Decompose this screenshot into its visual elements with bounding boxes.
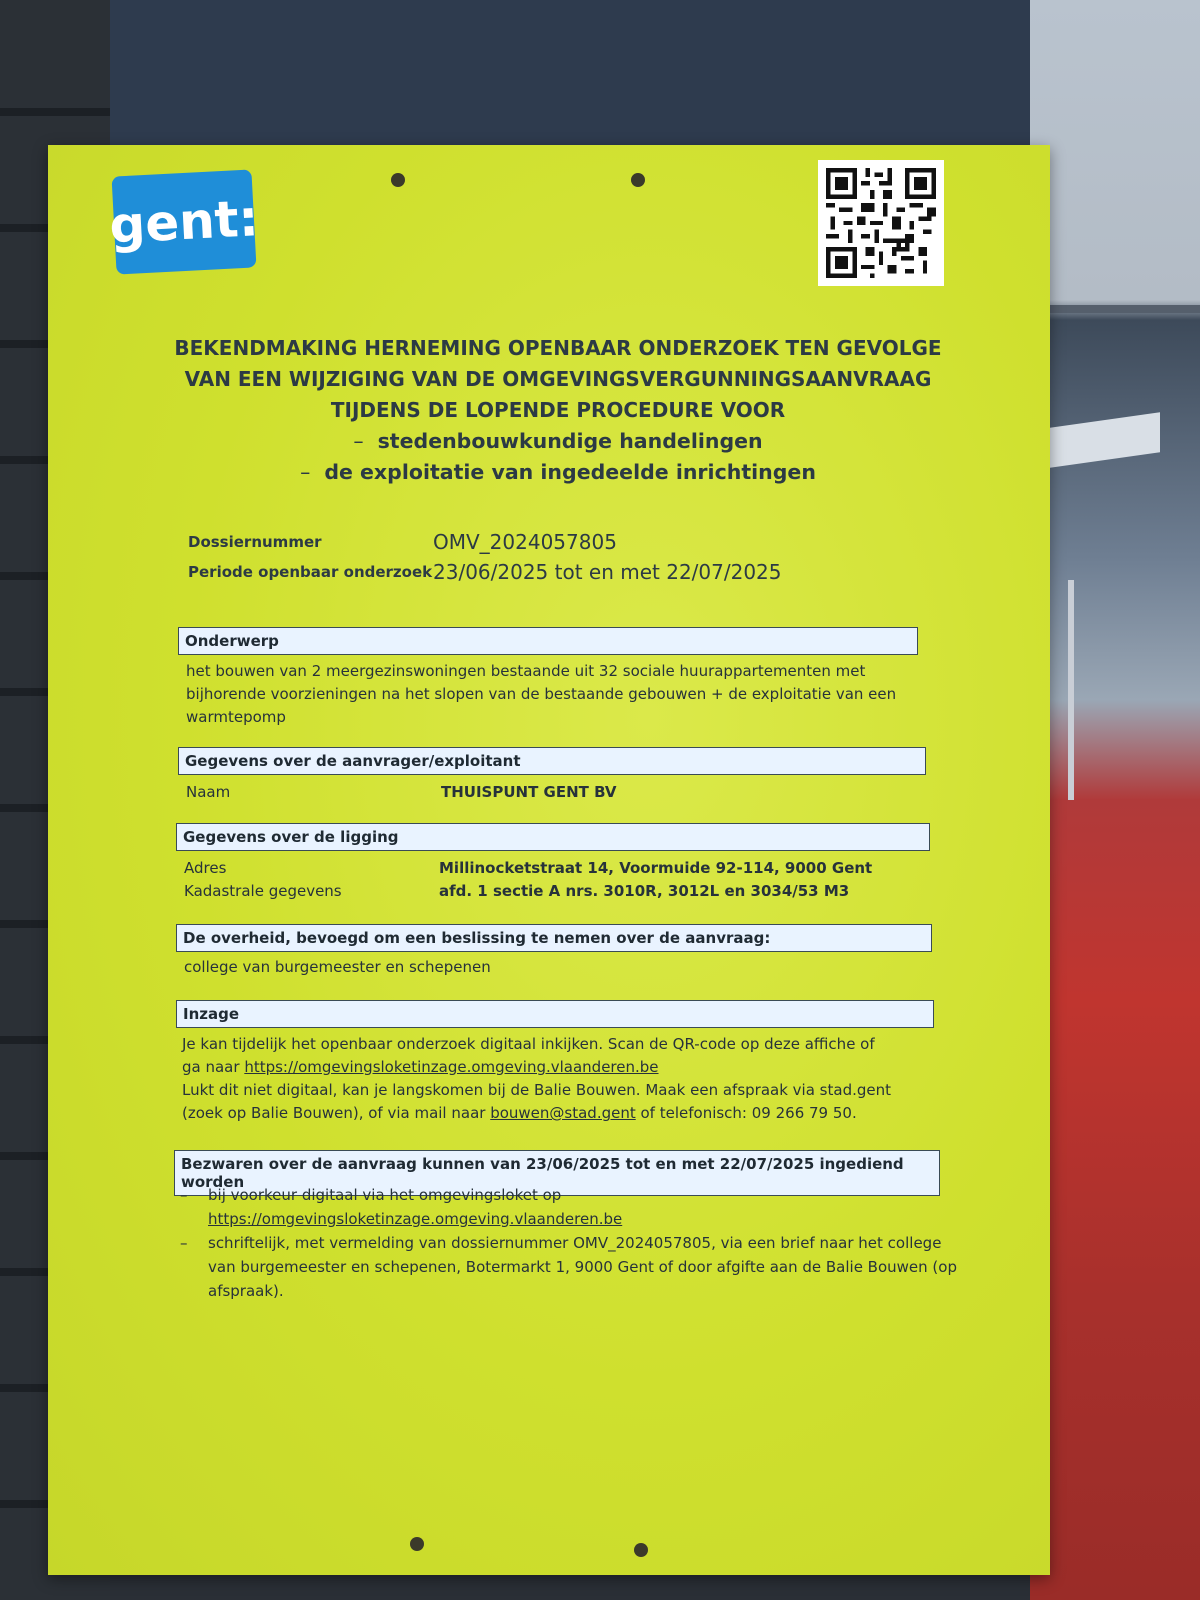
screw-hole bbox=[410, 1537, 424, 1551]
inzage-text: Je kan tijdelijk het openbaar onderzoek digitaal inkijken. Scan de QR-code op deze affiche of ga naar https://omgevingsloketinzage.omgeving.vlaanderen.be Lukt dit niet digitaal, kan je langskomen bij de Balie Bouwen. Maak een afspraak via stad.gent (zoek op Balie Bouwen), of via mail naar bouwen@stad.gent of telefonisch: 09 266 79 50. bbox=[182, 1035, 891, 1122]
screw-hole bbox=[631, 173, 645, 187]
screw-hole bbox=[634, 1543, 648, 1557]
screw-hole bbox=[391, 173, 405, 187]
dossier-value: OMV_2024057805 bbox=[433, 530, 617, 554]
title-item: – de exploitatie van ingedeelde inrichtingen bbox=[300, 460, 816, 484]
notice-poster bbox=[48, 145, 1050, 1575]
window-frame bbox=[1030, 305, 1200, 313]
bezwaren-heading: Bezwaren over de aanvraag kunnen van 23/06/2025 tot en met 22/07/2025 ingediend worden bbox=[174, 1150, 940, 1196]
onderwerp-text: het bouwen van 2 meergezinswoningen bestaande uit 32 sociale huurappartementen met bijhorende voorzieningen na het slopen van de bestaande gebouwen + de exploitatie van een warmtepomp bbox=[186, 662, 897, 726]
period-label: Periode openbaar onderzoek bbox=[188, 563, 433, 581]
shop-window bbox=[1030, 0, 1200, 1600]
dossier-label: Dossiernummer bbox=[188, 533, 322, 551]
title-line: VAN EEN WIJZIGING VAN DE OMGEVINGSVERGUNNINGSAANVRAAG bbox=[184, 367, 932, 391]
title-line: BEKENDMAKING HERNEMING OPENBAAR ONDERZOEK TEN GEVOLGE bbox=[174, 336, 942, 360]
cadastral-row: Kadastrale gegevens afd. 1 sectie A nrs. 3010R, 3012L en 3034/53 M3 bbox=[184, 882, 850, 900]
onderwerp-heading: Onderwerp bbox=[178, 627, 918, 655]
email-link[interactable]: bouwen@stad.gent bbox=[490, 1104, 636, 1122]
inzage-link[interactable]: https://omgevingsloketinzage.omgeving.vlaanderen.be bbox=[244, 1058, 659, 1076]
aanvrager-row: Naam THUISPUNT GENT BV bbox=[186, 783, 617, 801]
aanvrager-heading: Gegevens over de aanvrager/exploitant bbox=[178, 747, 926, 775]
overheid-text: college van burgemeester en schepenen bbox=[184, 958, 491, 976]
overheid-heading: De overheid, bevoegd om een beslissing te nemen over de aanvraag: bbox=[176, 924, 932, 952]
ligging-heading: Gegevens over de ligging bbox=[176, 823, 930, 851]
ceiling-light bbox=[1050, 412, 1160, 467]
bezwaren-link[interactable]: https://omgevingsloketinzage.omgeving.vlaanderen.be bbox=[208, 1210, 623, 1228]
street-pole bbox=[1068, 580, 1074, 800]
qr-code-icon[interactable] bbox=[818, 160, 944, 286]
inzage-heading: Inzage bbox=[176, 1000, 934, 1028]
dossier-meta bbox=[188, 527, 782, 587]
gent-logo: gent: bbox=[112, 169, 257, 274]
address-row: Adres Millinocketstraat 14, Voormuide 92-114, 9000 Gent bbox=[184, 859, 873, 877]
notice-title bbox=[168, 333, 948, 488]
title-line: TIJDENS DE LOPENDE PROCEDURE VOOR bbox=[330, 398, 786, 422]
list-item: – schriftelijk, met vermelding van dossiernummer OMV_2024057805, via een brief naar het college van burgemeester en schepenen, Botermarkt 1, 9000 Gent of door afgifte aan de Balie Bouwen (op afspraak). bbox=[180, 1234, 957, 1300]
dark-panel bbox=[110, 0, 1030, 150]
list-item: – bij voorkeur digitaal via het omgevingsloket op https://omgevingsloketinzage.omgeving.vlaanderen.be bbox=[180, 1186, 623, 1228]
title-item: – stedenbouwkundige handelingen bbox=[353, 429, 763, 453]
bezwaren-list bbox=[180, 1183, 960, 1303]
period-value: 23/06/2025 tot en met 22/07/2025 bbox=[433, 560, 782, 584]
